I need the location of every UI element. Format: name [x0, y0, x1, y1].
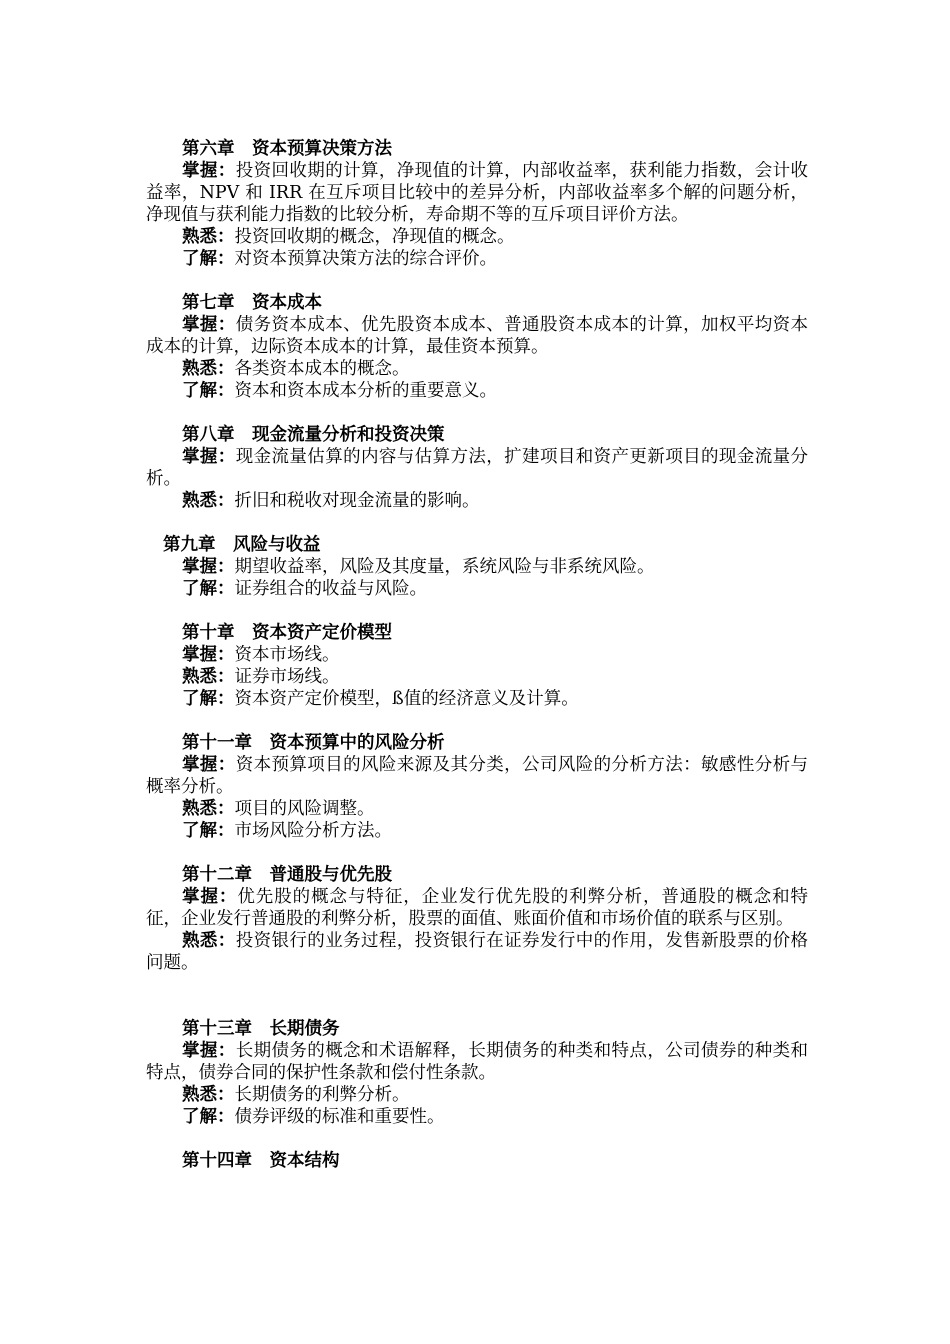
- requirement-text: 长期债务的概念和术语解释，长期债务的种类和特点，公司债券的种类和特点，债券合同的保护性条款和偿付性条款。: [146, 1041, 809, 1083]
- requirement-line: [146, 1084, 808, 1106]
- requirement-text: 债务资本成本、优先股资本成本、普通股资本成本的计算，加权平均资本成本的计算，边际资本成本的计算，最佳资本预算。: [146, 315, 809, 357]
- chapter-heading: 第十二章 普通股与优先股: [182, 865, 392, 885]
- requirement-line: [146, 248, 808, 270]
- chapter-heading: 第十三章 长期债务: [182, 1019, 340, 1039]
- requirement-line: [146, 314, 808, 358]
- requirement-line: [146, 644, 808, 666]
- chapter-11-section: [146, 732, 808, 842]
- requirement-label: 了解：: [182, 1107, 235, 1127]
- chapter-6-section: [146, 138, 808, 270]
- requirement-line: [146, 556, 808, 578]
- requirement-text: 长期债务的利弊分析。: [234, 1085, 410, 1105]
- requirement-line: [146, 1040, 808, 1084]
- chapter-heading: 第九章 风险与收益: [163, 535, 321, 555]
- chapter-12-section: [146, 864, 808, 974]
- requirement-text: 证券组合的收益与风险。: [234, 579, 427, 599]
- requirement-label: 掌握：: [182, 447, 236, 467]
- requirement-label: 掌握：: [182, 315, 236, 335]
- requirement-line: [146, 446, 808, 490]
- requirement-line: [146, 226, 808, 248]
- requirement-line: [146, 820, 808, 842]
- requirement-label: 了解：: [182, 689, 235, 709]
- requirement-text: 现金流量估算的内容与估算方法，扩建项目和资产更新项目的现金流量分析。: [146, 447, 809, 489]
- requirement-line: [146, 1106, 808, 1128]
- requirement-label: 了解：: [182, 579, 235, 599]
- requirement-text: 资本预算项目的风险来源及其分类，公司风险的分析方法：敏感性分析与概率分析。: [146, 755, 809, 797]
- requirement-text: 市场风险分析方法。: [234, 821, 392, 841]
- requirement-text: 投资回收期的计算，净现值的计算，内部收益率，获利能力指数，会计收益率，NPV 和 IRR 在互斥项目比较中的差异分析，内部收益率多个解的问题分析，净现值与获利能力指数的比较分析，寿命期不等的互斥项目评价方法。: [146, 161, 809, 225]
- requirement-label: 熟悉：: [182, 1085, 235, 1105]
- requirement-line: [146, 886, 808, 930]
- requirement-text: 期望收益率，风险及其度量，系统风险与非系统风险。: [234, 557, 655, 577]
- requirement-label: 熟悉：: [182, 931, 236, 951]
- requirement-label: 掌握：: [182, 1041, 236, 1061]
- chapter-13-section: [146, 1018, 808, 1128]
- requirement-line: [146, 578, 808, 600]
- requirement-line: [146, 380, 808, 402]
- requirement-text: 证券市场线。: [234, 667, 340, 687]
- requirement-label: 熟悉：: [182, 227, 235, 247]
- requirement-line: [146, 666, 808, 688]
- requirement-text: 各类资本成本的概念。: [234, 359, 410, 379]
- requirement-label: 熟悉：: [182, 359, 235, 379]
- requirement-text: 资本和资本成本分析的重要意义。: [234, 381, 497, 401]
- chapter-heading: 第八章 现金流量分析和投资决策: [182, 425, 445, 445]
- requirement-text: 资本市场线。: [234, 645, 340, 665]
- requirement-label: 了解：: [182, 249, 235, 269]
- requirement-label: 熟悉：: [182, 667, 235, 687]
- requirement-text: 折旧和税收对现金流量的影响。: [234, 491, 480, 511]
- chapter-heading: 第十四章 资本结构: [182, 1151, 340, 1171]
- document-body: [146, 138, 808, 1194]
- requirement-text: 投资回收期的概念，净现值的概念。: [234, 227, 515, 247]
- chapter-14-section: [146, 1150, 808, 1172]
- chapter-heading: 第十一章 资本预算中的风险分析: [182, 733, 445, 753]
- requirement-label: 了解：: [182, 381, 235, 401]
- requirement-line: [146, 358, 808, 380]
- requirement-label: 掌握：: [182, 755, 236, 775]
- chapter-7-section: [146, 292, 808, 402]
- requirement-text: 优先股的概念与特征，企业发行优先股的利弊分析，普通股的概念和特征，企业发行普通股的利弊分析，股票的面值、账面价值和市场价值的联系与区别。: [146, 887, 809, 929]
- requirement-line: [146, 490, 808, 512]
- requirement-text: 对资本预算决策方法的综合评价。: [234, 249, 497, 269]
- requirement-label: 熟悉：: [182, 491, 235, 511]
- requirement-label: 掌握：: [182, 557, 235, 577]
- requirement-label: 熟悉：: [182, 799, 235, 819]
- requirement-line: [146, 798, 808, 820]
- requirement-line: [146, 160, 808, 226]
- chapter-heading: 第十章 资本资产定价模型: [182, 623, 392, 643]
- chapter-heading: 第七章 资本成本: [182, 293, 322, 313]
- requirement-text: 债券评级的标准和重要性。: [234, 1107, 445, 1127]
- requirement-text: 项目的风险调整。: [234, 799, 375, 819]
- chapter-10-section: [146, 622, 808, 710]
- requirement-label: 掌握：: [182, 887, 238, 907]
- chapter-9-section: [146, 534, 808, 600]
- chapter-heading: 第六章 资本预算决策方法: [182, 139, 392, 159]
- requirement-label: 掌握：: [182, 645, 235, 665]
- requirement-line: [146, 930, 808, 974]
- requirement-text: 资本资产定价模型，ß值的经济意义及计算。: [234, 689, 579, 709]
- requirement-label: 了解：: [182, 821, 235, 841]
- chapter-8-section: [146, 424, 808, 512]
- requirement-line: [146, 754, 808, 798]
- requirement-text: 投资银行的业务过程，投资银行在证券发行中的作用，发售新股票的价格问题。: [146, 931, 809, 973]
- requirement-label: 掌握：: [182, 161, 236, 181]
- requirement-line: [146, 688, 808, 710]
